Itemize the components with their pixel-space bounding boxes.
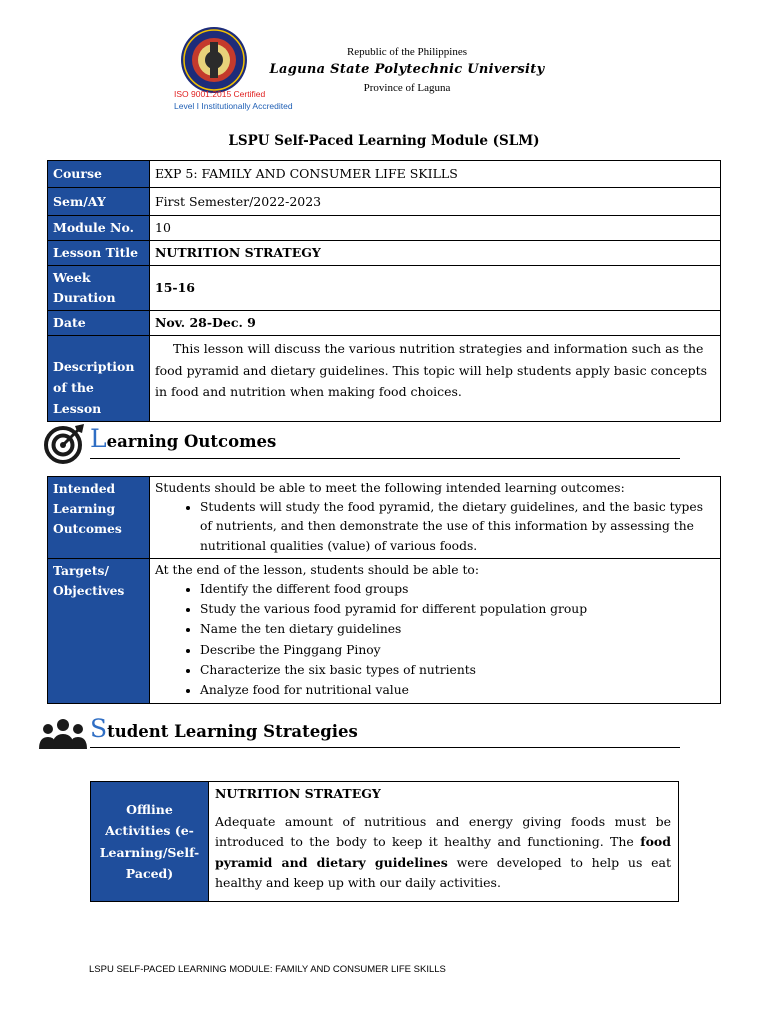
target-icon bbox=[44, 422, 86, 464]
people-group-icon bbox=[38, 717, 88, 751]
iso-certification: ISO 9001:2015 Certified bbox=[174, 89, 266, 99]
heading-initial: L bbox=[90, 424, 107, 453]
list-item: • Identify the different food groups bbox=[200, 579, 715, 599]
list-item: • Describe the Pinggang Pinoy bbox=[200, 640, 715, 660]
strategies-table bbox=[90, 781, 679, 902]
table-row bbox=[48, 188, 721, 216]
row-label: Course bbox=[48, 161, 150, 188]
course-info-table bbox=[47, 160, 721, 422]
list-item: • Study the various food pyramid for different population group bbox=[200, 599, 715, 619]
activity-label: Offline Activities (e-Learning/Self-Paced) bbox=[91, 782, 209, 902]
row-value bbox=[150, 558, 721, 703]
paragraph-bold-text: food pyramid and dietary guidelines bbox=[215, 834, 671, 870]
row-value: First Semester/2022-2023 bbox=[150, 188, 721, 216]
objective-list bbox=[155, 579, 715, 701]
table-row bbox=[48, 311, 721, 336]
row-value: Nov. 28-Dec. 9 bbox=[150, 311, 721, 336]
table-row bbox=[48, 161, 721, 188]
list-item: • Analyze food for nutritional value bbox=[200, 680, 715, 700]
table-row bbox=[48, 266, 721, 311]
heading-underline bbox=[90, 747, 680, 748]
university-name: Laguna State Polytechnic University bbox=[269, 62, 545, 77]
module-title: LSPU Self-Paced Learning Module (SLM) bbox=[228, 133, 540, 149]
row-value: 15-16 bbox=[150, 266, 721, 311]
table-row bbox=[48, 558, 721, 703]
heading-underline bbox=[90, 458, 680, 459]
heading-rest: earning Outcomes bbox=[106, 432, 277, 451]
table-row bbox=[48, 336, 721, 422]
row-label: Intended Learning Outcomes bbox=[48, 477, 150, 559]
row-label: Week Duration bbox=[48, 266, 150, 311]
row-label: Targets/ Objectives bbox=[48, 558, 150, 703]
row-intro: Students should be able to meet the following intended learning outcomes: bbox=[155, 481, 625, 495]
row-label: Lesson Title bbox=[48, 241, 150, 266]
table-row bbox=[48, 216, 721, 241]
table-row bbox=[91, 782, 679, 902]
row-value: NUTRITION STRATEGY bbox=[150, 241, 721, 266]
content-title: NUTRITION STRATEGY bbox=[215, 786, 381, 801]
province-text: Province of Laguna bbox=[363, 82, 451, 94]
row-label: Sem/AY bbox=[48, 188, 150, 216]
learning-outcomes-heading bbox=[90, 424, 276, 453]
row-intro: At the end of the lesson, students should be able to: bbox=[155, 562, 479, 577]
row-value: This lesson will discuss the various nutrition strategies and information such as the food pyramid and dietary guidelines. This topic will help students apply basic concepts in food and nutrition when making food choices. bbox=[150, 336, 721, 422]
content-paragraph bbox=[215, 812, 671, 893]
strategies-heading bbox=[90, 714, 358, 743]
list-item: • Students will study the food pyramid, the dietary guidelines, and the basic types of nutrients, and then demonstrate the use of this information by assessing the nutritional qualities (value) of various foods. bbox=[200, 498, 715, 556]
row-label: Date bbox=[48, 311, 150, 336]
row-label: Description of the Lesson bbox=[48, 336, 150, 422]
list-item: • Characterize the six basic types of nutrients bbox=[200, 660, 715, 680]
row-value: 10 bbox=[150, 216, 721, 241]
accreditation-text: Level I Institutionally Accredited bbox=[174, 101, 293, 111]
heading-initial: S bbox=[90, 714, 108, 743]
row-label: Module No. bbox=[48, 216, 150, 241]
outcome-list bbox=[155, 498, 715, 556]
table-row bbox=[48, 241, 721, 266]
page-footer: LSPU SELF-PACED LEARNING MODULE: FAMILY AND CONSUMER LIFE SKILLS bbox=[89, 964, 446, 975]
table-row bbox=[48, 477, 721, 559]
row-value: EXP 5: FAMILY AND CONSUMER LIFE SKILLS bbox=[150, 161, 721, 188]
paragraph-text: were developed to help us eat healthy and keep up with our daily activities. bbox=[215, 854, 671, 890]
heading-rest: tudent Learning Strategies bbox=[107, 722, 358, 741]
outcomes-table bbox=[47, 476, 721, 704]
list-item: • Name the ten dietary guidelines bbox=[200, 619, 715, 639]
republic-text: Republic of the Philippines bbox=[346, 46, 468, 58]
row-value bbox=[150, 477, 721, 559]
activity-content bbox=[209, 782, 679, 902]
paragraph-text: Adequate amount of nutritious and energy giving foods must be introduced to the body to keep it healthy and functioning. The bbox=[215, 814, 671, 850]
